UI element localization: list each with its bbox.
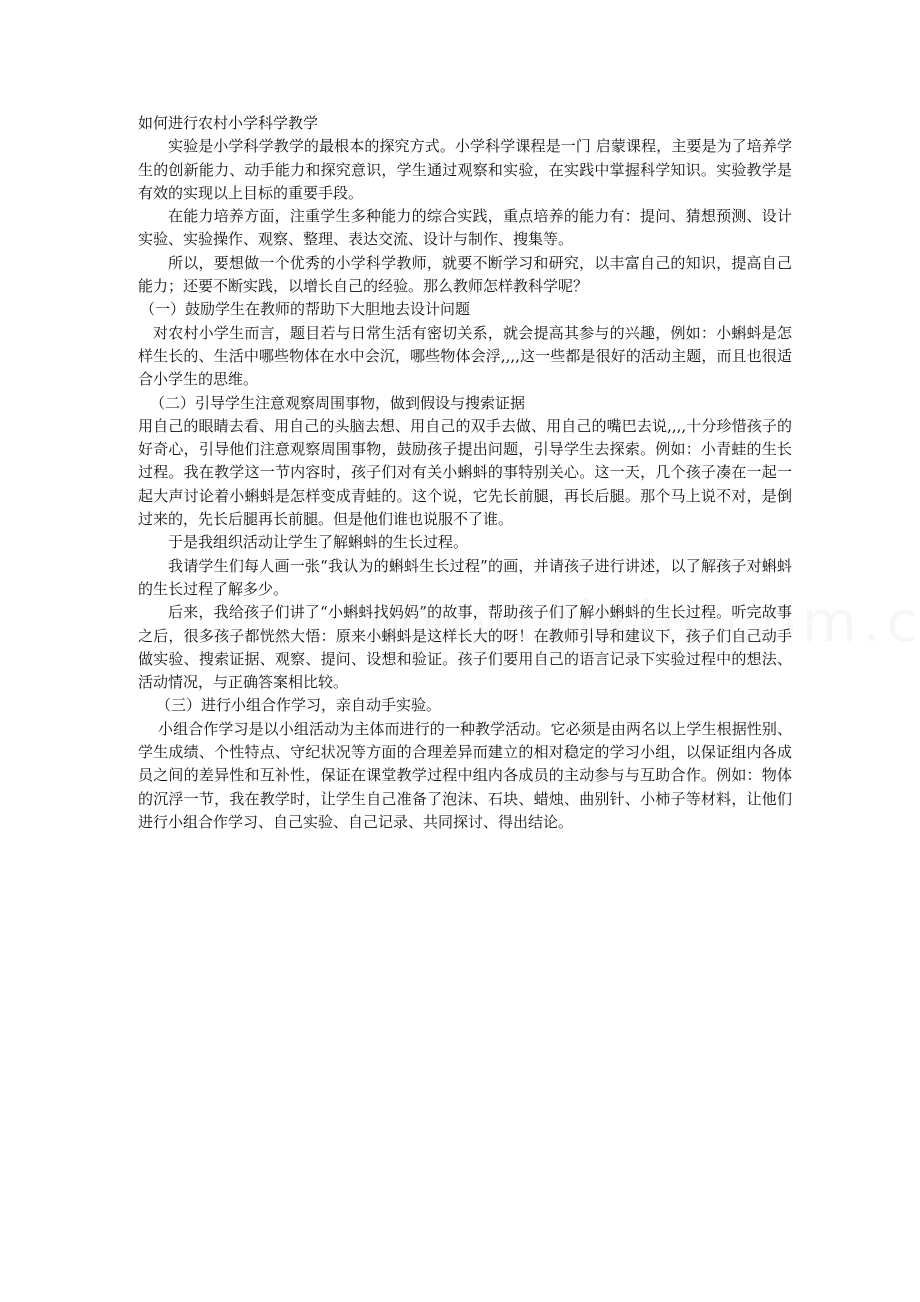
intro-paragraph-2: 在能力培养方面，注重学生多种能力的综合实践，重点培养的能力有：提问、猜想预测、设计实验、实验操作、观察、整理、表达交流、设计与制作、搜集等。 (138, 207, 792, 249)
section3-paragraph: 小组合作学习是以小组活动为主体而进行的一种教学活动。它必须是由两名以上学生根据性别、学生成绩、个性特点、守纪状况等方面的合理差异而建立的相对稳定的学习小组，以保证组内各成员之间的差异性和互补性，保证在课堂教学过程中组内各成员的主动参与与互助合作。例如：物体的沉浮一节，我在教学时，让学生自己准备了泡沫、石块、蜡烛、曲别针、小柿子等材料，让他们进行小组合作学习、自己实验、自己记录、共同探讨、得出结论。 (138, 719, 792, 831)
section1-paragraph: 对农村小学生而言，题目若与日常生活有密切关系，就会提高其参与的兴趣，例如：小蝌蚪是怎样生长的、生活中哪些物体在水中会沉，哪些物体会浮,,,,这一些都是很好的活动主题，而且也很适合小学生的思维。 (138, 323, 792, 389)
section2-heading: （二）引导学生注意观察周围事物，做到假设与搜索证据 (150, 393, 526, 412)
section2-paragraph-4: 后来，我给孩子们讲了“小蝌蚪找妈妈”的故事，帮助孩子们了解小蝌蚪的生长过程。听完故事之后，很多孩子都恍然大悟：原来小蝌蚪是这样长大的呀！在教师引导和建议下，孩子们自己动手做实验、搜索证据、观察、提问、设想和验证。孩子们要用自己的语言记录下实验过程中的想法、活动情况，与正确答案相比较。 (138, 603, 792, 692)
section2-paragraph-1: 用自己的眼睛去看、用自己的头脑去想、用自己的双手去做、用自己的嘴巴去说,,,,十分珍惜孩子的好奇心，引导他们注意观察周围事物，鼓励孩子提出问题，引导学生去探索。例如：小青蛙的生长过程。我在教学这一节内容时，孩子们对有关小蝌蚪的事特别关心。这一天，几个孩子凑在一起一起大声讨论着小蝌蚪是怎样变成青蛙的。这个说，它先长前腿，再长后腿。那个马上说不对，是倒过来的，先长后腿再长前腿。但是他们谁也说服不了谁。 (138, 416, 792, 529)
document-body (138, 112, 792, 834)
document-title: 如何进行农村小学科学教学 (138, 114, 319, 132)
intro-paragraph-1: 实验是小学科学教学的最根本的探究方式。小学科学课程是一门 启蒙课程，主要是为了培养学生的创新能力、动手能力和探究意识，学生通过观察和实验，在实践中掌握科学知识。实验教学是有效的实现以上目标的重要手段。 (138, 137, 792, 202)
section2-paragraph-2: 于是我组织活动让学生了解蝌蚪的生长过程。 (168, 533, 469, 552)
section1-heading: （一）鼓励学生在教师的帮助下大胆地去设计问题 (140, 300, 471, 319)
intro-paragraph-3: 所以，要想做一个优秀的小学科学教师，就要不断学习和研究，以丰富自己的知识，提高自己能力；还要不断实践，以增长自己的经验。那么教师怎样教科学呢？ (138, 253, 792, 296)
section3-heading: （三）进行小组合作学习，亲自动手实验。 (156, 696, 442, 715)
section2-paragraph-3: 我请学生们每人画一张“我认为的蝌蚪生长过程”的画，并请孩子进行讲述，以了解孩子对蝌蚪的生长过程了解多少。 (138, 556, 792, 598)
